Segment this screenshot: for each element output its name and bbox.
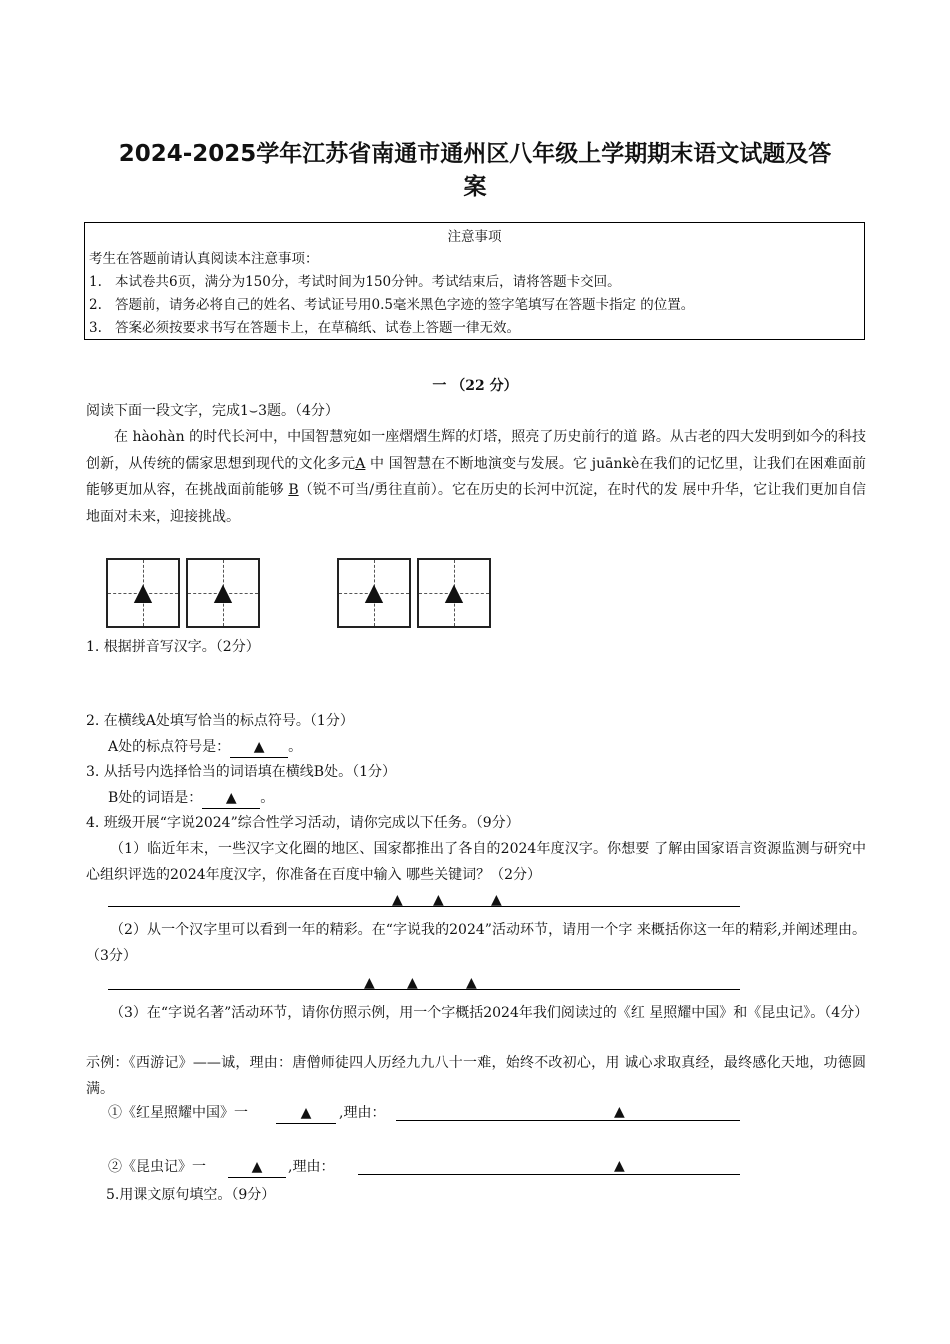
triangle-icon: ▲ (133, 577, 153, 606)
notice-heading: 注意事项 (447, 229, 502, 245)
question-4: 4. 班级开展“字说2024”综合性学习活动，请你完成以下任务。（9分） (86, 815, 520, 831)
reading-passage: 在 hàohàn 的时代长河中，中国智慧宛如一座熠熠生辉的灯塔，照亮了历史前行的道 路。从古老的四大发明到如今的科技创新，从传统的儒家思想到现代的文化多元A 中 国智慧在不断地演变与发展。它 juānkè在我们的记忆里，让我们在困难面前能够更加从容，在挑战面前能够 B（锐不可当/勇往直前）。它在历史的长河中沉淀，在时代的发 展中升华，它让我们更加自信地面对未来，迎接挑战。 (86, 429, 867, 525)
question-5: 5.用课文原句填空。（9分） (106, 1187, 276, 1203)
blank-b: B (288, 482, 299, 498)
question-3: 3. 从括号内选择恰当的词语填在横线B处。（1分） (86, 764, 397, 780)
reason-label: ,理由： (339, 1105, 386, 1121)
answer-blank-b[interactable]: ▲ (202, 788, 260, 809)
triangle-icon: ▲ (392, 892, 403, 908)
item-2-label: ②《昆虫记》一 (108, 1159, 206, 1175)
question-4-example: 示例：《西游记》——诚，理由：唐僧师徒四人历经九九八十一难，始终不改初心，用 诚心求取真经，最终感化天地，功德圆满。 (86, 1055, 866, 1097)
triangle-icon: ▲ (213, 577, 233, 606)
question-3-answer: B处的词语是： ▲ 。 (108, 788, 274, 809)
notice-intro: 考生在答题前请认真阅读本注意事项： (89, 251, 319, 267)
notice-item: 3. 答案必须按要求书写在答题卡上，在草稿纸、试卷上答题一律无效。 (89, 320, 520, 336)
writing-box[interactable] (186, 558, 260, 628)
writing-box[interactable] (417, 558, 491, 628)
notice-item: 2. 答题前，请务必将自己的姓名、考试证号用0.5毫米黑色字迹的签字笔填写在答题卡指定 的位置。 (89, 297, 695, 313)
triangle-icon: ▲ (444, 577, 464, 606)
blank-a: A (355, 455, 366, 472)
triangle-icon: ▲ (433, 892, 444, 908)
section-instruction: 阅读下面一段文字，完成1⌣3题。（4分） (86, 403, 339, 419)
notice-item: 1. 本试卷共6页，满分为150分，考试时间为150分钟。考试结束后，请将答题卡交回。 (89, 274, 621, 290)
triangle-icon: ▲ (466, 975, 477, 991)
question-4-part-3: （3）在“字说名著”活动环节，请你仿照示例，用一个字概括2024年我们阅读过的《红 星照耀中国》和《昆虫记》。（4分） (110, 1005, 869, 1021)
triangle-icon: ▲ (614, 1158, 625, 1174)
question-1: 1. 根据拼音写汉字。（2分） (86, 639, 260, 655)
writing-box[interactable] (337, 558, 411, 628)
section-heading: 一 （22 分） (432, 378, 518, 394)
triangle-icon: ▲ (614, 1104, 625, 1120)
item-1-char-blank[interactable]: ▲ (276, 1103, 336, 1124)
title-line-1: 2024-2025学年江苏省南通市通州区八年级上学期期末语文试题及答 (118, 141, 832, 167)
reason-label: ,理由： (288, 1159, 335, 1175)
answer-line-part-1[interactable] (108, 906, 740, 907)
triangle-icon: ▲ (364, 577, 384, 606)
item-2-reason-line[interactable] (358, 1174, 740, 1175)
item-2-char-blank[interactable]: ▲ (228, 1157, 286, 1178)
item-1-label: ①《红星照耀中国》一 (108, 1105, 248, 1121)
triangle-icon: ▲ (491, 892, 502, 908)
writing-box[interactable] (106, 558, 180, 628)
triangle-icon: ▲ (407, 975, 418, 991)
title-line-2: 案 (463, 174, 487, 200)
answer-line-part-2[interactable] (108, 989, 740, 990)
page-title (80, 138, 870, 204)
answer-blank-a[interactable]: ▲ (230, 737, 288, 758)
item-1-reason-line[interactable] (396, 1120, 740, 1121)
question-4-part-2: （2）从一个汉字里可以看到一年的精彩。在“字说我的2024”活动环节，请用一个字 来概括你这一年的精彩,并阐述理由。（3分） (86, 922, 866, 964)
question-2-answer: A处的标点符号是： ▲ 。 (108, 737, 302, 758)
triangle-icon: ▲ (364, 975, 375, 991)
question-4-part-1: （1）临近年末，一些汉字文化圈的地区、国家都推出了各自的2024年度汉字。你想要 了解由国家语言资源监测与研究中心组织评选的2024年度汉字，你准备在百度中输入 哪些关键词？（2分） (86, 841, 866, 883)
notice-box (84, 222, 865, 340)
question-2: 2. 在横线A处填写恰当的标点符号。（1分） (86, 713, 354, 729)
